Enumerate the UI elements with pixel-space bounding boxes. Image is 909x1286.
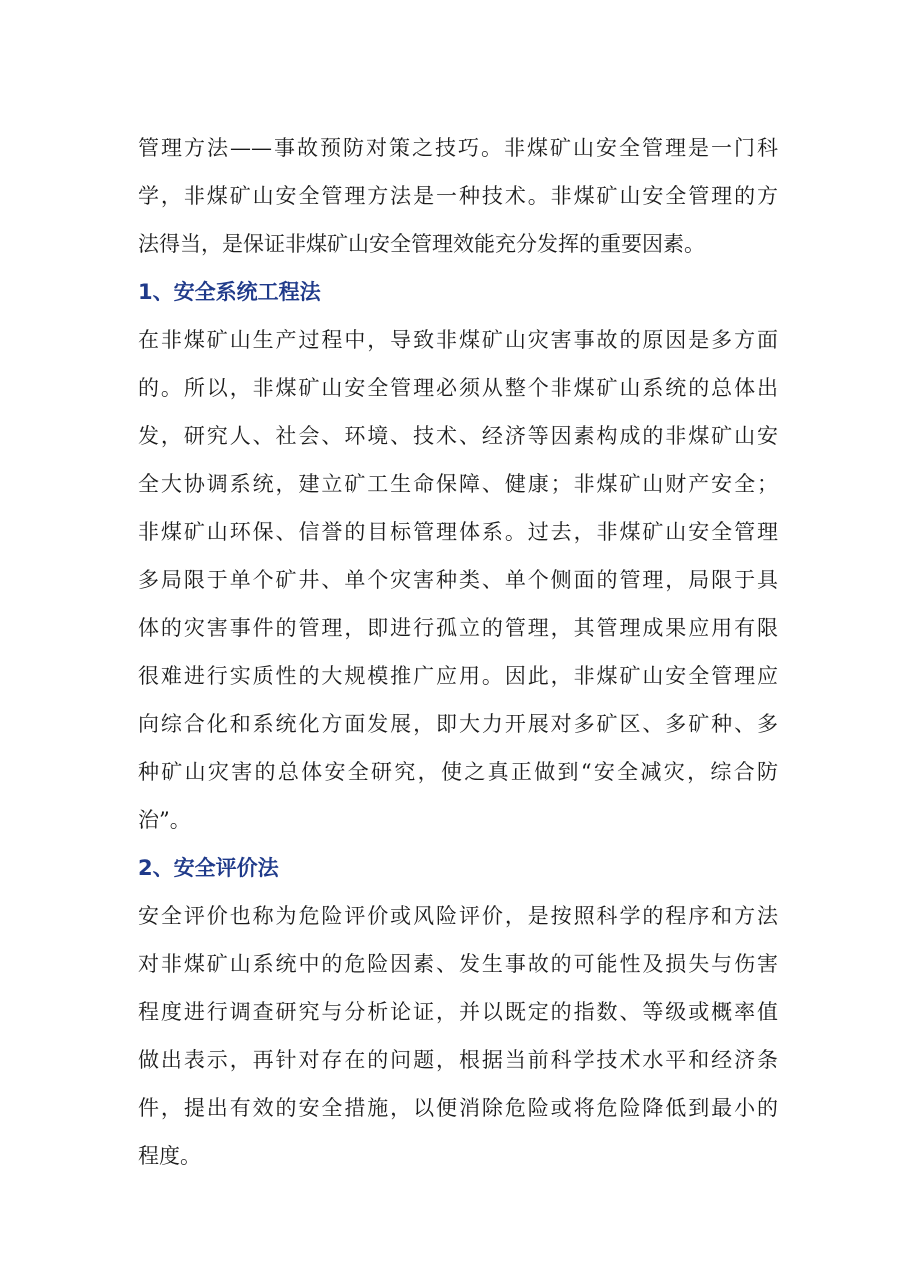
paragraph-line: 件，提出有效的安全措施，以便消除危险或将危险降低到最小的 xyxy=(138,1096,778,1120)
section-heading-system-engineering: 1、安全系统工程法 xyxy=(138,280,321,304)
paragraph-line: 安全评价也称为危险评价或风险评价，是按照科学的程序和方法 xyxy=(138,904,778,928)
paragraph-line: 的。所以，非煤矿山安全管理必须从整个非煤矿山系统的总体出 xyxy=(138,376,778,400)
paragraph-line: 在非煤矿山生产过程中，导致非煤矿山灾害事故的原因是多方面 xyxy=(138,328,778,352)
paragraph-line: 程度。 xyxy=(138,1144,201,1168)
paragraph-line: 管理方法——事故预防对策之技巧。非煤矿山安全管理是一门科 xyxy=(138,136,778,160)
document-page xyxy=(138,124,778,1180)
paragraph-line: 发，研究人、社会、环境、技术、经济等因素构成的非煤矿山安 xyxy=(138,424,778,448)
paragraph-line: 对非煤矿山系统中的危险因素、发生事故的可能性及损失与伤害 xyxy=(138,952,778,976)
intro-paragraph xyxy=(138,124,778,268)
paragraph-line: 学，非煤矿山安全管理方法是一种技术。非煤矿山安全管理的方 xyxy=(138,184,778,208)
paragraph-line: 体的灾害事件的管理，即进行孤立的管理，其管理成果应用有限 xyxy=(138,616,778,640)
paragraph-line: 程度进行调查研究与分析论证，并以既定的指数、等级或概率值 xyxy=(138,1000,778,1024)
paragraph-line: 非煤矿山环保、信誉的目标管理体系。过去，非煤矿山安全管理 xyxy=(138,520,778,544)
paragraph-line: 种矿山灾害的总体安全研究，使之真正做到“安全减灾，综合防 xyxy=(138,760,778,784)
paragraph-line: 做出表示，再针对存在的问题，根据当前科学技术水平和经济条 xyxy=(138,1048,778,1072)
system-engineering-paragraph xyxy=(138,316,778,844)
paragraph-line: 法得当，是保证非煤矿山安全管理效能充分发挥的重要因素。 xyxy=(138,232,705,256)
section-heading-safety-evaluation: 2、安全评价法 xyxy=(138,856,279,880)
paragraph-line: 很难进行实质性的大规模推广应用。因此，非煤矿山安全管理应 xyxy=(138,664,778,688)
paragraph-line: 治”。 xyxy=(138,808,191,832)
safety-evaluation-paragraph xyxy=(138,892,778,1180)
paragraph-line: 向综合化和系统化方面发展，即大力开展对多矿区、多矿种、多 xyxy=(138,712,778,736)
paragraph-line: 多局限于单个矿井、单个灾害种类、单个侧面的管理，局限于具 xyxy=(138,568,778,592)
paragraph-line: 全大协调系统，建立矿工生命保障、健康；非煤矿山财产安全； xyxy=(138,472,778,496)
